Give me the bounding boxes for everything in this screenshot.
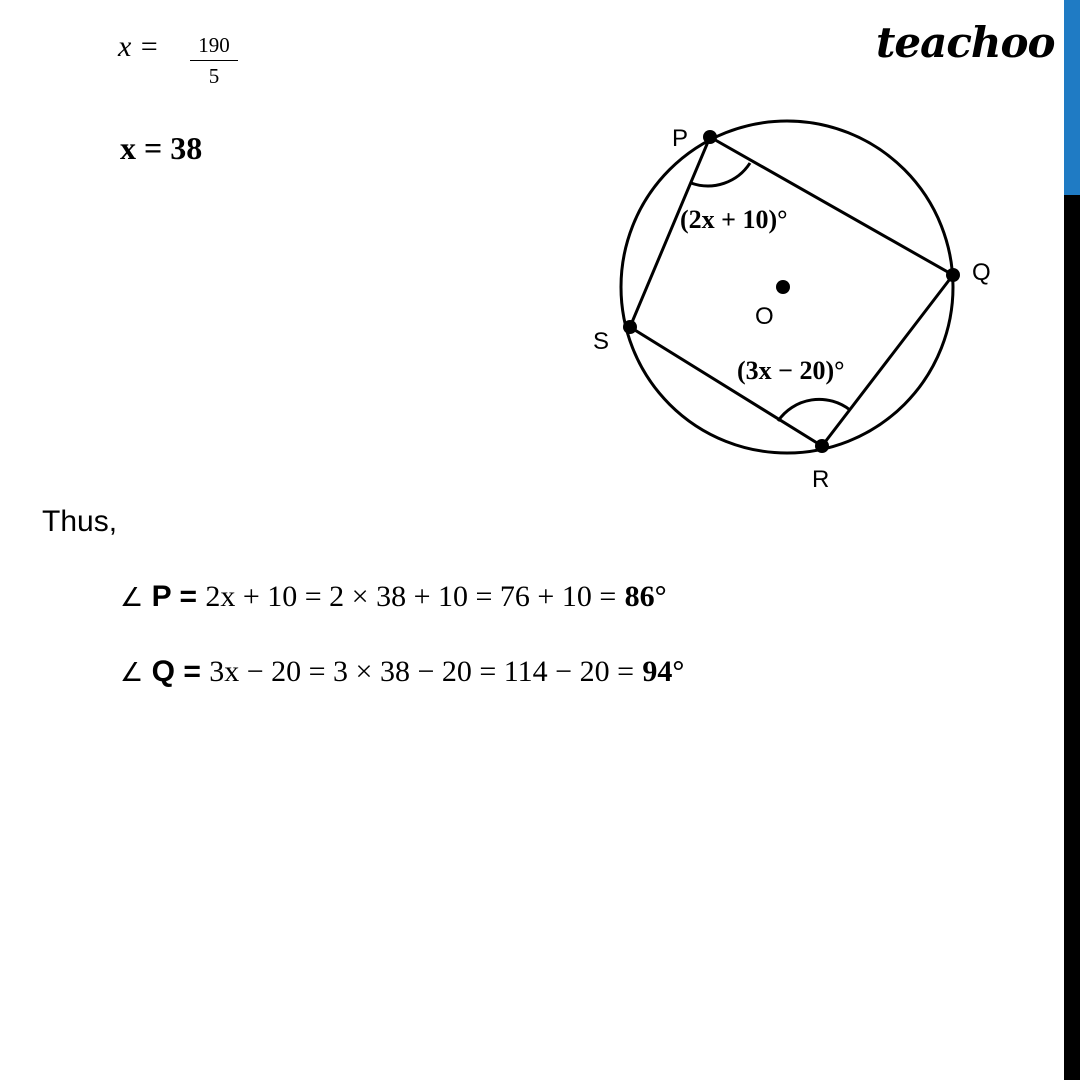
fraction-numerator: 190 <box>198 33 230 57</box>
fraction-lhs: x = <box>118 30 160 63</box>
angle-q-name: Q = <box>151 655 201 688</box>
x-result: x = 38 <box>120 130 203 166</box>
angle-p-arc <box>691 163 750 186</box>
vertex-q-label: Q <box>972 259 991 286</box>
accent-block <box>1064 0 1080 195</box>
vertex-s-label: S <box>593 328 610 355</box>
angle-r-label: (3x − 20)° <box>737 356 845 385</box>
angle-p-expression: 2x + 10 = 2 × 38 + 10 = 76 + 10 = <box>205 580 617 613</box>
right-edge-accent <box>1064 0 1080 195</box>
angle-p-value: 86° <box>624 580 667 613</box>
vertex-p-label: P <box>672 125 689 152</box>
vertex-s-dot <box>623 320 637 334</box>
vertex-r-label: R <box>812 466 830 493</box>
teachoo-logo: teachoo <box>876 18 1055 67</box>
fraction-denominator: 5 <box>208 64 220 88</box>
angle-p-line <box>120 580 667 614</box>
cyclic-quadrilateral-diagram <box>0 0 1060 520</box>
center-o-label: O <box>755 303 774 330</box>
angle-q-expression: 3x − 20 = 3 × 38 − 20 = 114 − 20 = <box>209 655 635 688</box>
angle-p-name: P = <box>151 580 197 613</box>
quadrilateral-pqrs <box>630 137 953 446</box>
vertex-q-dot <box>946 268 960 282</box>
center-o-dot <box>776 280 790 294</box>
angle-r-arc <box>778 399 850 421</box>
thus-text: Thus, <box>42 505 118 538</box>
vertex-r-dot <box>815 439 829 453</box>
angle-symbol: ∠ <box>120 658 144 688</box>
angle-p-label: (2x + 10)° <box>680 205 788 234</box>
angle-symbol: ∠ <box>120 583 144 613</box>
angle-q-value: 94° <box>642 655 685 688</box>
vertex-p-dot <box>703 130 717 144</box>
angle-q-line <box>120 655 684 689</box>
